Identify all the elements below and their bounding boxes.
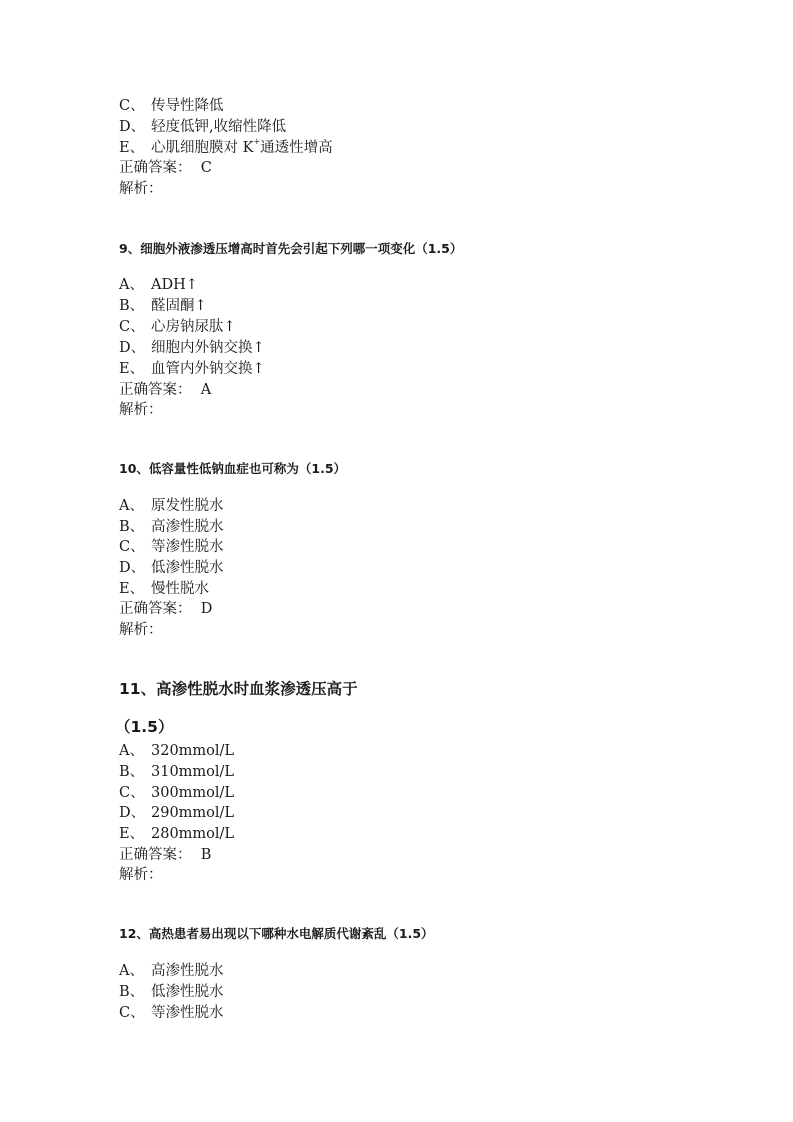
option-letter: B、 [119, 298, 145, 314]
option-text: 低渗性脱水 [151, 984, 224, 1000]
answer-value: B [200, 847, 212, 863]
q12-option-b [119, 982, 224, 1002]
option-letter: B、 [119, 519, 145, 535]
q11-option-b [119, 762, 234, 782]
option-letter: E、 [119, 140, 145, 156]
option-text: 低渗性脱水 [151, 560, 224, 576]
option-text: 通透性增高 [260, 140, 333, 156]
option-letter: C、 [119, 785, 145, 801]
option-letter: D、 [119, 560, 146, 576]
option-text: 轻度低钾,收缩性降低 [151, 119, 287, 135]
analysis-label: 解析： [119, 622, 163, 638]
option-letter: C、 [119, 98, 145, 114]
q12-option-c [119, 1003, 224, 1023]
q10-option-e [119, 579, 209, 599]
analysis-label: 解析： [119, 181, 163, 197]
option-letter: A、 [119, 963, 144, 979]
answer-value: D [200, 601, 213, 617]
option-text: 320mmol/L [151, 743, 235, 759]
q12-option-a [119, 961, 224, 981]
option-letter: D、 [119, 805, 146, 821]
option-letter: B、 [119, 984, 145, 1000]
q12-stem: 12、高热患者易出现以下哪种水电解质代谢紊乱（1.5） [119, 926, 434, 941]
q8-analysis [119, 179, 163, 199]
option-text: 290mmol/L [151, 805, 235, 821]
answer-value: A [200, 382, 212, 398]
q10-option-d [119, 558, 224, 578]
q9-analysis [119, 400, 163, 420]
q10-answer [119, 599, 212, 619]
option-letter: C、 [119, 319, 145, 335]
answer-value: C [200, 160, 212, 176]
q8-option-d [119, 117, 286, 137]
superscript-plus: + [253, 137, 261, 146]
option-letter: C、 [119, 539, 145, 555]
option-text: 传导性降低 [151, 98, 224, 114]
option-text: 高渗性脱水 [151, 963, 224, 979]
q11-option-d [119, 803, 234, 823]
option-letter: A、 [119, 743, 144, 759]
q11-option-a [119, 741, 234, 761]
option-letter: E、 [119, 361, 145, 377]
answer-label: 正确答案： [119, 160, 192, 176]
q9-option-d [119, 338, 265, 358]
q8-option-c [119, 96, 224, 116]
q8-answer [119, 158, 212, 178]
q9-option-b [119, 296, 207, 316]
q8-option-e [119, 138, 333, 158]
option-letter: D、 [119, 340, 146, 356]
q11-option-c [119, 783, 234, 803]
q9-stem: 9、细胞外液渗透压增高时首先会引起下列哪一项变化（1.5） [119, 241, 463, 256]
option-letter: D、 [119, 119, 146, 135]
q9-option-c [119, 317, 236, 337]
option-text: 原发性脱水 [151, 498, 224, 514]
answer-label: 正确答案： [119, 601, 192, 617]
option-letter: A、 [119, 277, 144, 293]
q9-answer [119, 380, 211, 400]
option-text: 310mmol/L [151, 764, 235, 780]
q11-option-e [119, 824, 234, 844]
analysis-label: 解析： [119, 867, 163, 883]
option-text: 醛固酮↑ [151, 298, 207, 314]
option-text: 等渗性脱水 [151, 1005, 224, 1021]
option-text: ADH↑ [151, 277, 198, 293]
q11-analysis [119, 865, 163, 885]
option-letter: B、 [119, 764, 145, 780]
option-letter: C、 [119, 1005, 145, 1021]
option-text: 心肌细胞膜对 K [151, 140, 254, 156]
option-letter: A、 [119, 498, 144, 514]
option-text: 等渗性脱水 [151, 539, 224, 555]
q10-analysis [119, 620, 163, 640]
option-text: 慢性脱水 [151, 581, 209, 597]
q11-score: （1.5） [115, 718, 174, 736]
analysis-label: 解析： [119, 402, 163, 418]
q9-option-e [119, 359, 265, 379]
q11-answer [119, 845, 211, 865]
q10-stem: 10、低容量性低钠血症也可称为（1.5） [119, 461, 347, 476]
option-text: 细胞内外钠交换↑ [151, 340, 265, 356]
answer-label: 正确答案： [119, 382, 192, 398]
q10-option-a [119, 496, 224, 516]
q11-stem: 11、高渗性脱水时血浆渗透压高于 [119, 680, 358, 698]
option-letter: E、 [119, 581, 145, 597]
option-text: 高渗性脱水 [151, 519, 224, 535]
option-text: 血管内外钠交换↑ [151, 361, 265, 377]
q10-option-c [119, 537, 224, 557]
option-text: 300mmol/L [151, 785, 235, 801]
option-letter: E、 [119, 826, 145, 842]
answer-label: 正确答案： [119, 847, 192, 863]
q10-option-b [119, 517, 224, 537]
option-text: 280mmol/L [151, 826, 235, 842]
option-text: 心房钠尿肽↑ [151, 319, 236, 335]
q9-option-a [119, 275, 198, 295]
